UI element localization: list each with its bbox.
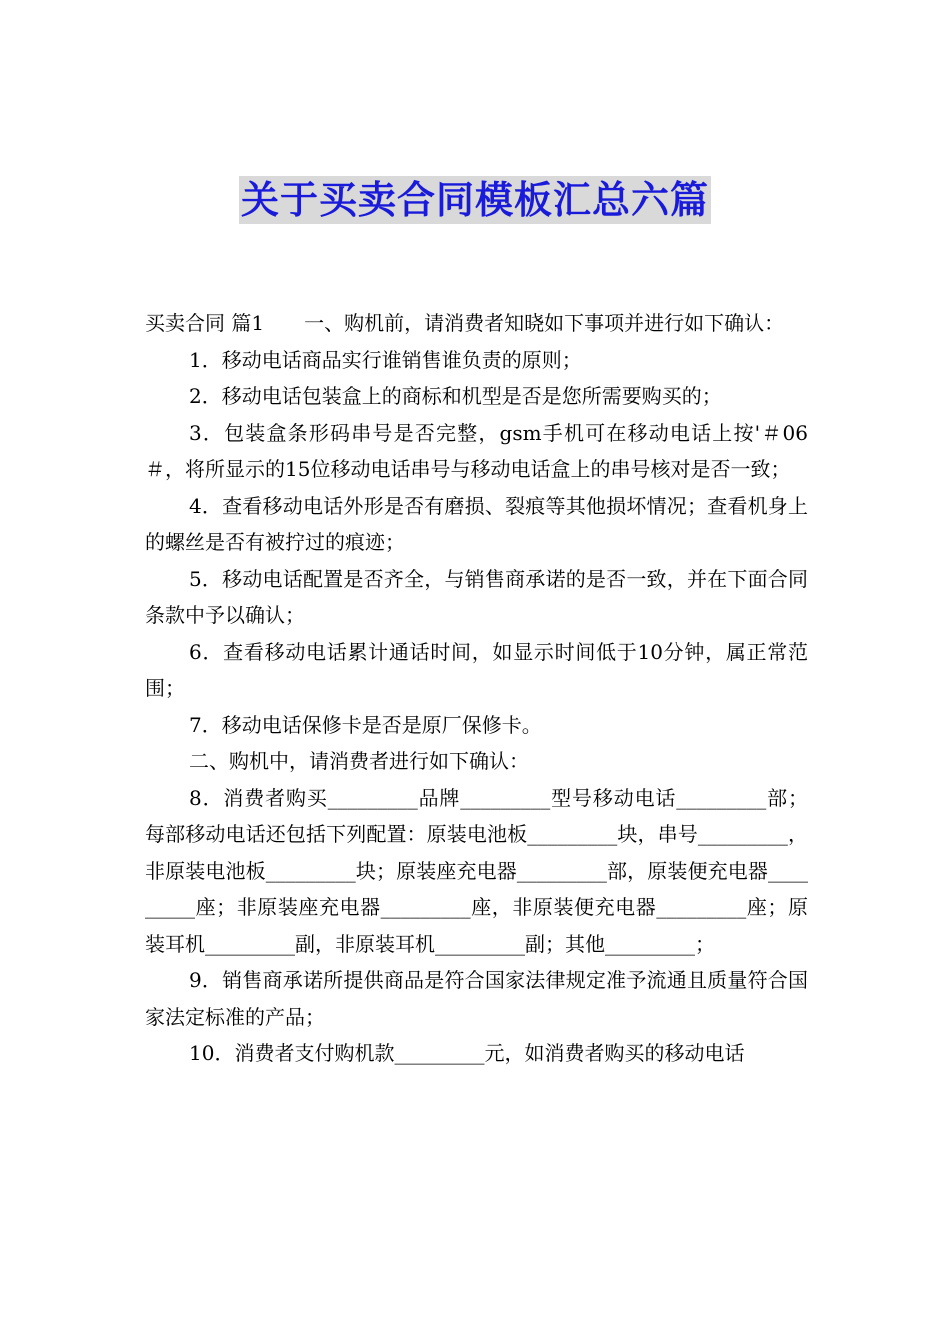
paragraph-8: 8．消费者购买_________品牌_________型号移动电话_________部；每部移动电话还包括下列配置：原装电池板_________块，串号_________，非原装电池板_________块；原装座充电器_________部，原装便充电器_________座；非原装座充电器_________座，非原装便充电器_________座；原装耳机_________副，非原装耳机_________副；其他_________；: [145, 785, 808, 956]
section-heading-2: 二、购机中，请消费者进行如下确认：: [189, 749, 529, 773]
title-container: [0, 176, 950, 224]
paragraph-9: 9．销售商承诺所提供商品是符合国家法律规定准予流通且质量符合国家法定标准的产品；: [145, 968, 808, 1029]
document-body: [145, 305, 808, 1072]
document-title: 关于买卖合同模板汇总六篇: [240, 178, 709, 222]
paragraph-5: 5．移动电话配置是否齐全，与销售商承诺的是否一致，并在下面合同条款中予以确认；: [145, 566, 808, 627]
paragraph-6: 6．查看移动电话累计通话时间，如显示时间低于10分钟，属正常范围；: [145, 639, 808, 700]
intro-text: 一、购机前，请消费者知晓如下事项并进行如下确认：: [304, 311, 785, 335]
paragraph-10: 10．消费者支付购机款_________元，如消费者购买的移动电话: [189, 1041, 745, 1065]
paragraph-3: 3．包装盒条形码串号是否完整，gsm手机可在移动电话上按'＃06＃，将所显示的15位移动电话串号与移动电话盒上的串号核对是否一致；: [145, 420, 808, 481]
paragraph-4: 4．查看移动电话外形是否有磨损、裂痕等其他损坏情况；查看机身上的螺丝是否有被拧过的痕迹；: [145, 493, 808, 554]
intro-paragraph: [145, 305, 808, 342]
paragraph-2: 2．移动电话包装盒上的商标和机型是否是您所需要购买的；: [189, 384, 722, 408]
paragraph-1: 1．移动电话商品实行谁销售谁负责的原则；: [189, 347, 582, 372]
section-label: 买卖合同 篇1: [145, 311, 265, 335]
paragraph-7: 7．移动电话保修卡是否是原厂保修卡。: [189, 712, 542, 737]
